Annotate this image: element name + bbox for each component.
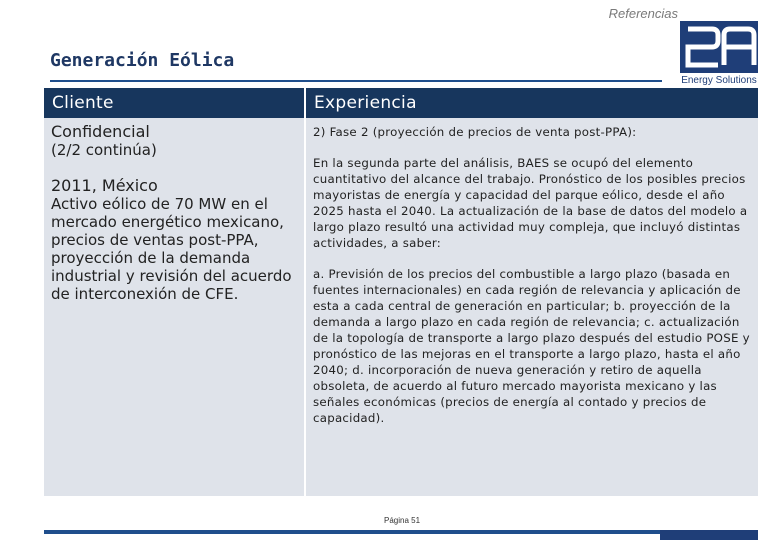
experience-details bbox=[313, 124, 753, 426]
logo-mark-icon bbox=[680, 21, 758, 73]
analysis-paragraph: En la segunda parte del análisis, BAES se ocupó del elemento cuantitativo del alcance del trabajo. Pronóstico de los posibles precios mayoristas de energía y capacidad del parque eólico, desde el año 2025 hasta el 2040. La actualización de la base de datos del modelo a largo plazo resultó una actividad muy compleja, que incluyó distintas actividades, a saber: bbox=[313, 156, 748, 250]
experience-column-header bbox=[306, 88, 758, 118]
footer-tab bbox=[660, 530, 758, 540]
client-header-label: Cliente bbox=[52, 93, 114, 113]
experience-header-label: Experiencia bbox=[314, 93, 417, 113]
client-column bbox=[44, 88, 304, 496]
section-label: Referencias bbox=[608, 6, 678, 21]
company-logo bbox=[680, 21, 758, 91]
phase-title: 2) Fase 2 (proyección de precios de venta post-PPA): bbox=[313, 125, 637, 139]
page-number: Página 51 bbox=[384, 516, 421, 525]
footer-divider bbox=[44, 530, 660, 534]
logo-caption: Energy Solutions bbox=[681, 75, 757, 86]
experience-column bbox=[306, 88, 758, 496]
logo-mark bbox=[680, 21, 758, 73]
client-column-header bbox=[44, 88, 304, 118]
activities-paragraph: a. Previsión de los precios del combustible a largo plazo (basada en fuentes internacionales) en cada región de relevancia y aplicación de esta a cada central de generación en particular; b. proyección de la demanda a largo plazo en cada región de relevancia; c. actualización de la topología de transporte a largo plazo después del estudio POSE y pronóstico de las mejoras en el transporte a largo plazo, hasta el año 2040; d. incorporación de nueva generación y retiro de aquella obsoleta, de acuerdo al futuro mercado mayorista mexicano y las señales económicas (precios de energía al contado y precios de capacidad). bbox=[313, 267, 750, 425]
client-details bbox=[51, 123, 299, 303]
title-divider bbox=[50, 80, 662, 82]
client-name: Confidencial bbox=[51, 122, 150, 141]
continuation-note: (2/2 continúa) bbox=[51, 141, 157, 159]
project-description: Activo eólico de 70 MW en el mercado energético mexicano, precios de ventas post-PPA, proyección de la demanda industrial y revisión del acuerdo de interconexión de CFE. bbox=[51, 195, 292, 303]
project-heading: 2011, México bbox=[51, 176, 158, 195]
page-title: Generación Eólica bbox=[50, 50, 235, 71]
